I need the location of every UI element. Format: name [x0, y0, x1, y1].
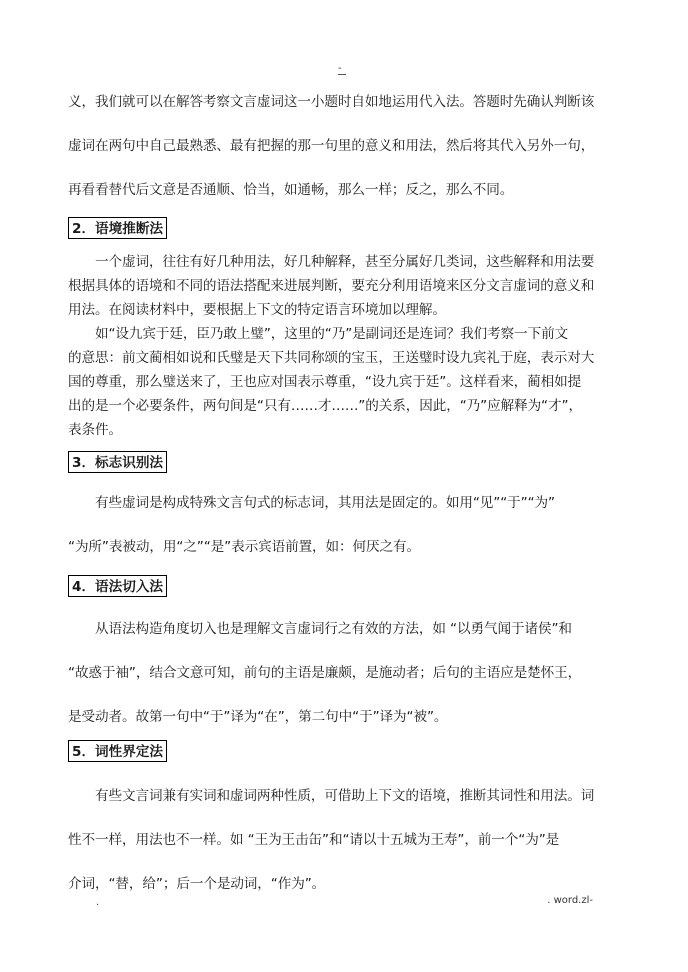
header-rule	[338, 74, 346, 75]
paragraph-marker-identification	[68, 481, 624, 569]
header-mark: -	[338, 63, 342, 74]
text-line: 虚词在两句中自己最熟悉、最有把握的那一句里的意义和用法，然后将其代入另外一句，	[68, 138, 595, 154]
paragraph-context-inference	[68, 250, 624, 322]
text-line: 是受动者。故第一句中“于”译为“在”，第二句中“于”译为“被”。	[68, 709, 448, 725]
footer-watermark: . word.zl-	[547, 895, 593, 906]
text-line: 从语法构造角度切入也是理解文言虚词行之有效的方法，如 “以勇气闻于诸侯”和	[95, 621, 572, 637]
text-line: 性不一样，用法也不一样。如 “王为王击缶”和“请以十五城为王寿”，前一个“为”是	[68, 832, 560, 848]
footer-left-mark: .	[96, 897, 100, 908]
text-line: 义，我们就可以在解答考察文言虚词这一小题时自如地运用代入法。答题时先确认判断该	[68, 94, 595, 110]
text-line: 出的是一个必要条件，两句间是“只有……才……”的关系，因此，“乃”应解释为“才”，	[68, 398, 582, 414]
section-heading-marker-identification: 3．标志识别法	[68, 451, 167, 473]
section-heading-context-inference: 2．语境推断法	[68, 217, 167, 239]
paragraph-context-example	[68, 322, 624, 442]
text-line: 用法。在阅读材料中，要根据上下文的特定语言环境加以理解。	[68, 302, 446, 318]
text-line: 一个虚词，往往有好几种用法，好几种解释，甚至分属好几类词，这些解释和用法要	[95, 254, 595, 270]
paragraph-substitution-method	[68, 80, 624, 212]
text-line: 有些虚词是构成特殊文言句式的标志词，其用法是固定的。如用“见”“于”“为”	[95, 495, 555, 511]
text-line: 根据具体的语境和不同的语法搭配来进展判断，要充分利用语境来区分文言虚词的意义和	[68, 278, 595, 294]
text-line: “故惑于袖”，结合文意可知，前句的主语是廉颇，是施动者；后句的主语应是楚怀王，	[68, 665, 582, 681]
text-line: 有些文言词兼有实词和虚词两种性质，可借助上下文的语境，推断其词性和用法。词	[95, 788, 595, 804]
text-line: 如“设九宾于廷，臣乃敢上璧”，这里的“乃”是副词还是连词？我们考察一下前文	[95, 326, 569, 342]
text-line: 再看看替代后文意是否通顺、恰当，如通畅，那么一样；反之，那么不同。	[68, 182, 514, 198]
paragraph-part-of-speech	[68, 774, 624, 906]
text-line: “为所”表被动，用“之”“是”表示宾语前置，如：何厌之有。	[68, 539, 421, 555]
text-line: 的意思：前文蔺相如说和氏璧是天下共同称颂的宝玉，王送璧时设九宾礼于庭，表示对大	[68, 350, 595, 366]
paragraph-grammar-approach	[68, 607, 624, 739]
text-line: 介词，“替，给”；后一个是动词，“作为”。	[68, 876, 326, 892]
section-heading-part-of-speech: 5．词性界定法	[68, 740, 167, 762]
section-heading-grammar-approach: 4．语法切入法	[68, 575, 167, 597]
text-line: 表条件。	[68, 422, 122, 438]
text-line: 国的尊重，那么璧送来了，王也应对国表示尊重，“设九宾于廷”。这样看来，蔺相如提	[68, 374, 582, 390]
